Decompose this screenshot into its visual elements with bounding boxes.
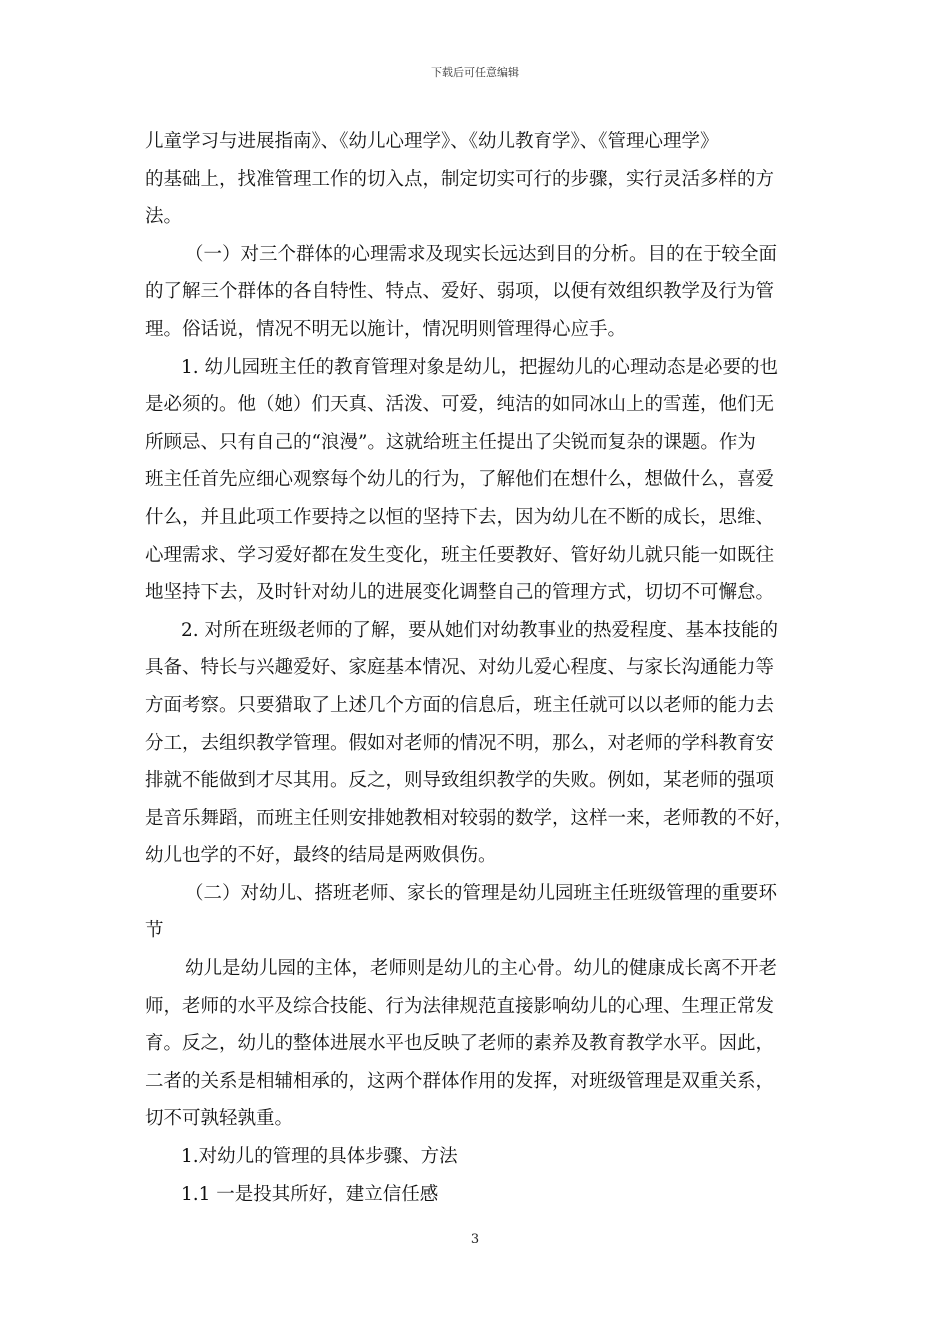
text-line: 是必须的。他（她）们天真、活泼、可爱，纯洁的如同冰山上的雪莲，他们无 (145, 394, 775, 416)
text-line: 切不可孰轻孰重。 (145, 1108, 294, 1130)
text-line: 方面考察。只要猎取了上述几个方面的信息后，班主任就可以以老师的能力去 (145, 694, 775, 716)
text-line: 育。反之，幼儿的整体进展水平也反映了老师的素养及教育教学水平。因此， (145, 1033, 775, 1055)
page-header: 下载后可任意编辑 (431, 66, 519, 79)
page-number: 3 (470, 1232, 480, 1247)
text-line: 排就不能做到才尽其用。反之，则导致组织教学的失败。例如，某老师的强项 (145, 770, 775, 792)
text-line: 心理需求、学习爱好都在发生变化，班主任要教好、管好幼儿就只能一如既往 (145, 544, 775, 566)
text-line: 2. 对所在班级老师的了解，要从她们对幼教事业的热爱程度、基本技能的 (181, 619, 779, 641)
text-line: 的了解三个群体的各自特性、特点、爱好、弱项，以便有效组织教学及行为管 (145, 281, 775, 303)
text-line: 幼儿也学的不好，最终的结局是两败俱伤。 (145, 845, 497, 867)
text-line: （一）对三个群体的心理需求及现实长远达到目的分析。目的在于较全面 (185, 243, 778, 265)
text-line: 班主任首先应细心观察每个幼儿的行为，了解他们在想什么，想做什么，喜爱 (145, 469, 775, 491)
text-line: 所顾忌、只有自己的“浪漫”。这就给班主任提出了尖锐而复杂的课题。作为 (145, 431, 756, 453)
text-line: 理。俗话说，情况不明无以施计，情况明则管理得心应手。 (145, 318, 627, 340)
document-body (145, 123, 817, 1213)
text-line: 1.对幼儿的管理的具体步骤、方法 (181, 1146, 458, 1168)
text-line: （二）对幼儿、搭班老师、家长的管理是幼儿园班主任班级管理的重要环 (185, 882, 778, 904)
text-line: 1. 幼儿园班主任的教育管理对象是幼儿，把握幼儿的心理动态是必要的也 (181, 356, 779, 378)
text-line: 节 (145, 920, 164, 942)
text-line: 的基础上，找准管理工作的切入点，制定切实可行的步骤，实行灵活多样的方 (145, 168, 775, 190)
text-line: 是音乐舞蹈，而班主任则安排她教相对较弱的数学，这样一来，老师教的不好， (145, 807, 793, 829)
text-line: 地坚持下去，及时针对幼儿的进展变化调整自己的管理方式，切切不可懈怠。 (145, 582, 775, 604)
text-line: 法。 (145, 206, 183, 228)
text-line: 分工，去组织教学管理。假如对老师的情况不明，那么，对老师的学科教育安 (145, 732, 775, 754)
text-line: 1.1 一是投其所好，建立信任感 (181, 1183, 439, 1205)
text-line: 幼儿是幼儿园的主体，老师则是幼儿的主心骨。幼儿的健康成长离不开老 (185, 958, 778, 980)
text-line: 儿童学习与进展指南》、《幼儿心理学》、《幼儿教育学》、《管理心理学》 (145, 131, 719, 152)
text-line: 什么，并且此项工作要持之以恒的坚持下去，因为幼儿在不断的成长，思维、 (145, 506, 775, 528)
text-line: 二者的关系是相辅相承的，这两个群体作用的发挥，对班级管理是双重关系， (145, 1070, 775, 1092)
text-line: 师，老师的水平及综合技能、行为法律规范直接影响幼儿的心理、生理正常发 (145, 995, 775, 1017)
text-line: 具备、特长与兴趣爱好、家庭基本情况、对幼儿爱心程度、与家长沟通能力等 (145, 657, 775, 679)
